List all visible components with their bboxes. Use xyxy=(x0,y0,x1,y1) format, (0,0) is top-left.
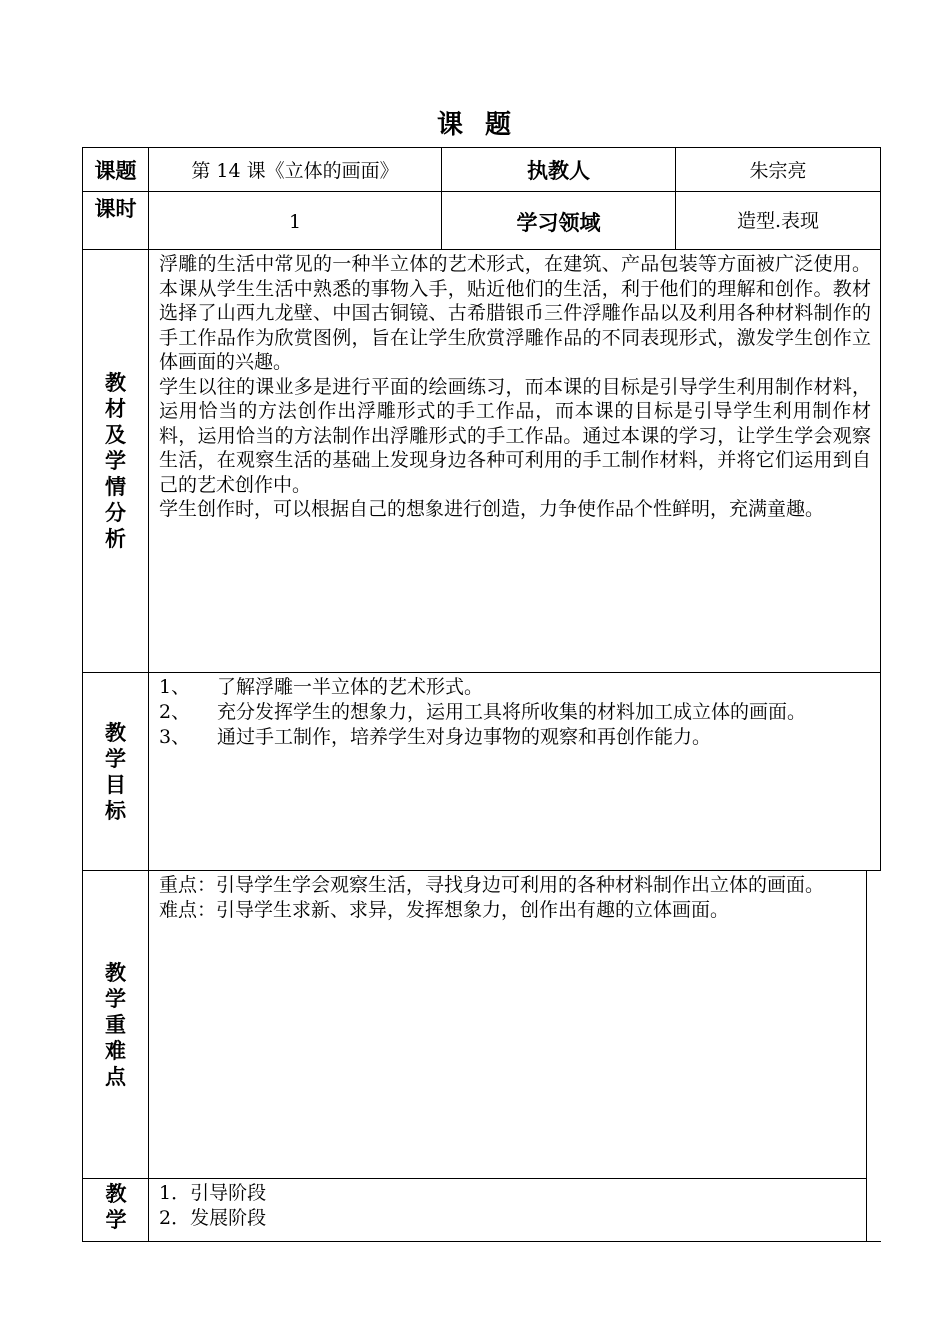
objective-item: 3、 通过手工制作，培养学生对身边事物的观察和再创作能力。 xyxy=(159,726,712,748)
table-border xyxy=(82,1178,867,1179)
teacher-value: 朱宗亮 xyxy=(749,160,807,182)
table-border xyxy=(82,672,881,673)
page-title: 课 题 xyxy=(436,110,514,140)
table-border xyxy=(82,1241,881,1242)
hours-value: 1 xyxy=(288,210,302,233)
objective-item: 2、 充分发挥学生的想象力，运用工具将所收集的材料加工成立体的画面。 xyxy=(159,701,807,723)
analysis-label: 教 材 及 学 情 分 析 xyxy=(105,371,126,551)
hours-label: 课时 xyxy=(94,197,137,221)
topic-label: 课题 xyxy=(94,158,137,183)
key-point: 重点：引导学生学会观察生活，寻找身边可利用的各种材料制作出立体的画面。 xyxy=(159,874,825,896)
analysis-paragraph: 学生创作时，可以根据自己的想象进行创造，力争使作品个性鲜明，充满童趣。 xyxy=(159,498,825,520)
objective-item: 1、 了解浮雕一半立体的艺术形式。 xyxy=(159,676,484,698)
process-content xyxy=(159,1181,859,1230)
process-step: 1．引导阶段 xyxy=(159,1182,267,1204)
analysis-content xyxy=(159,252,871,522)
difficulty-point: 难点：引导学生求新、求异，发挥想象力，创作出有趣的立体画面。 xyxy=(159,898,730,921)
keypoints-label: 教 学 重 难 点 xyxy=(105,960,126,1089)
keypoints-content xyxy=(159,873,859,922)
objectives-content xyxy=(159,675,871,750)
table-border xyxy=(82,870,881,871)
process-label: 教 学 xyxy=(105,1182,127,1232)
objectives-label: 教 学 目 标 xyxy=(105,720,126,823)
domain-value: 造型.表现 xyxy=(736,210,820,232)
analysis-paragraph: 学生以往的课业多是进行平面的绘画练习，而本课的目标是引导学生利用制作材料，运用恰当的方法创作出浮雕形式的手工作品，而本课的目标是引导学生利用制作材料，运用恰当的方法制作出浮雕形式的手工作品。通过本课的学习，让学生学会观察生活，在观察生活的基础上发现身边各种可利用的手工制作材料，并将它们运用到自己的艺术创作中。 xyxy=(159,375,871,496)
table-border xyxy=(82,249,881,250)
table-border xyxy=(148,147,149,1242)
process-step: 2．发展阶段 xyxy=(159,1206,267,1229)
analysis-paragraph: 浮雕的生活中常见的一种半立体的艺术形式，在建筑、产品包装等方面被广泛使用。本课从学生生活中熟悉的事物入手，贴近他们的生活，利于他们的理解和创作。教材选择了山西九龙壁、中国古铜镜、古希腊银币三件浮雕作品以及利用各种材料制作的手工作品作为欣赏图例，旨在让学生欣赏浮雕作品的不同表现形式，激发学生创作立体画面的兴趣。 xyxy=(159,253,871,373)
table-border xyxy=(880,147,881,871)
domain-label: 学习领域 xyxy=(516,210,601,235)
teacher-label: 执教人 xyxy=(527,158,590,183)
topic-value: 第 14 课《立体的画面》 xyxy=(191,160,399,182)
table-border xyxy=(866,870,867,1242)
